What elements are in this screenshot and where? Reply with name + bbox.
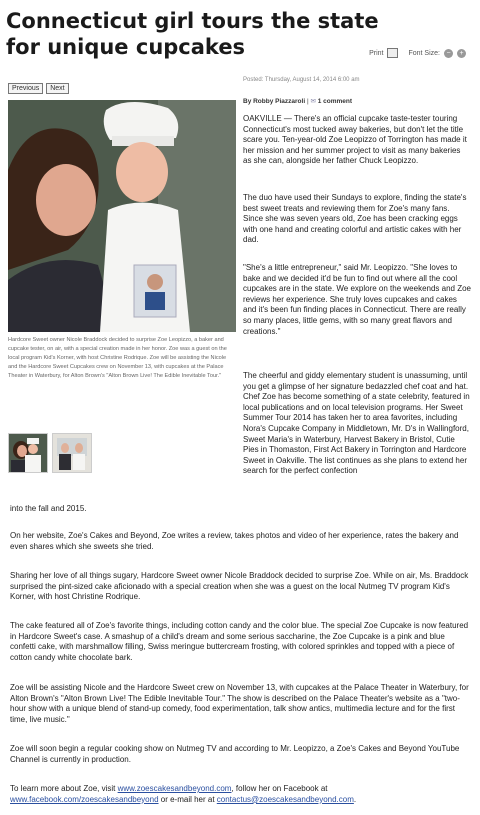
paragraph-2: The duo have used their Sundays to explore, finding the state's best sweet treats and reviewing them for Zoe's many fans. Since she was seven years old, Zoe has been cracking eggs with one hand and creating colorful and artistic cakes with her dad. <box>243 193 467 245</box>
photo-illustration <box>8 100 236 332</box>
paragraph-10-text-b: , follow her on Facebook at <box>231 784 328 793</box>
paragraph-4-continued: into the fall and 2015. <box>10 504 87 513</box>
paragraph-5: On her website, Zoe's Cakes and Beyond, Zoe writes a review, takes photos and video of her experience, rates the bakery and even shares which she sweets she tried. <box>10 531 459 551</box>
byline <box>243 97 352 105</box>
thumbnail-1[interactable] <box>8 433 48 473</box>
font-decrease-icon[interactable]: − <box>444 49 453 58</box>
photo-caption: Hardcore Sweet owner Nicole Braddock decided to surprise Zoe Leopizzo, a baker and cupcake tester, on air, with a special creation made in her honor. Zoe was a guest on the local program Kid's Korner, with host Christine Rodrique. Zoe will be assisting the Nicole and the Hardcore Sweet Cupcakes crew on November 13, with cupcakes at the Palace Theater in Waterbury, for Alton Brown's "Alton Brown Live! The Edible Inevitable Tour." <box>8 337 227 379</box>
paragraph-10 <box>10 784 470 805</box>
previous-button[interactable]: Previous <box>8 83 43 94</box>
byline-separator: | <box>306 98 311 105</box>
facebook-link[interactable]: www.facebook.com/zoescakesandbeyond <box>10 794 159 804</box>
font-increase-icon[interactable]: + <box>457 49 466 58</box>
paragraph-1: OAKVILLE — There's an official cupcake taste-tester touring Connecticut's most tucked away bakeries, but don't let the title scare you. Ten-year-old Zoe Leopizzo of Torrington has made it her mission and her summer project to visit as many bakeries as she can, alongside her father Chuck Leopizzo. <box>243 114 467 166</box>
paragraph-8: Zoe will be assisting Nicole and the Hardcore Sweet crew on November 13, with cupcakes at the Palace Theater in Waterbury, for Alton Brown's "Alton Brown Live! The Edible Inevitable Tour." The show is described on the Palace Theater's website as a "two-hour show with a unique blend of stand-up comedy, food experimentation, talk show antics, multimedia lecture and for the first time, live music." <box>10 683 469 724</box>
thumbnail-1-image <box>9 434 47 472</box>
website-link[interactable]: www.zoescakesandbeyond.com <box>117 784 232 793</box>
font-size-label: Font Size: <box>408 49 440 57</box>
paragraph-10-text-a: To learn more about Zoe, visit <box>10 784 118 793</box>
article-tools <box>369 48 466 58</box>
paragraph-9: Zoe will soon begin a regular cooking show on Nutmeg TV and according to Mr. Leopizzo, a Zoe's Cakes and Beyond YouTube Channel is currently in production. <box>10 744 460 764</box>
article-headline: Connecticut girl tours the state for unique cupcakes <box>6 9 379 59</box>
paragraph-6: Sharing her love of all things sugary, Hardcore Sweet owner Nicole Braddock decided to surprise Zoe. While on air, Ms. Braddock surprised the pint-sized cake aficionado with a special creation when she was a guest on the local Nutmeg TV program Kid's Korner, with host Christine Rodrique. <box>10 571 469 602</box>
paragraph-3: "She's a little entrepreneur," said Mr. Leopizzo. "She loves to bake and we decided it'd be fun to find out where all the cool cupcakes are in the state. We explore on the weekends and Zoe reviews her experience. She truly loves cupcakes and cakes and it's been fun finding places in Connecticut. There are really so many places, little gems, with so many great flavors and creations." <box>243 263 471 336</box>
comment-count[interactable]: 1 comment <box>317 98 353 105</box>
posted-date: Posted: Thursday, August 14, 2014 6:00 am <box>243 77 360 83</box>
email-link[interactable]: contactus@zoescakesandbeyond.com <box>216 794 354 804</box>
paragraph-10-text-c: or e-mail her at <box>158 794 217 804</box>
main-photo[interactable] <box>8 100 236 332</box>
paragraph-4: The cheerful and giddy elementary student is unassuming, until you get a glimpse of her signature bedazzled chef coat and hat. Chef Zoe has become something of a state celebrity, featured in local publications and on local television programs. Her Sweet Summer Tour 2014 has taken her to area favorites, including Nora's Cupcake Company in Middletown, Mr. D's in Wallingford, Sweet Maria's in Waterbury, Harvest Bakery in Bristol, Cutie Pies in Thomaston, First Act Bakery in Torrington and Hardcore Sweet in Oakville. The list continues as she plans to extend her search for the perfect confection <box>243 371 470 476</box>
paragraph-10-text-d: . <box>353 794 357 804</box>
gallery-nav <box>8 83 69 94</box>
paragraph-7: The cake featured all of Zoe's favorite things, including cotton candy and the color blue. The special Zoe Cupcake is now featured in Hardcore Sweet's case. A smashup of a child's dream and some serious saccharine, the Zoe Cupcake is a pink and blue confetti cake, with marshmallow filling, Swiss meringue buttercream frosting, with colored sprinkles and topped with a piece of cotton candy white chocolate bark. <box>10 621 469 662</box>
comment-icon[interactable]: ✉ <box>310 98 316 105</box>
next-button[interactable]: Next <box>46 83 68 94</box>
thumbnail-2[interactable] <box>52 433 92 473</box>
print-label[interactable]: Print <box>369 49 384 57</box>
author-name[interactable]: By Robby Piazzaroli <box>243 98 306 105</box>
thumbnail-strip <box>8 433 92 473</box>
print-icon[interactable] <box>387 48 398 58</box>
thumbnail-2-image <box>53 434 91 472</box>
